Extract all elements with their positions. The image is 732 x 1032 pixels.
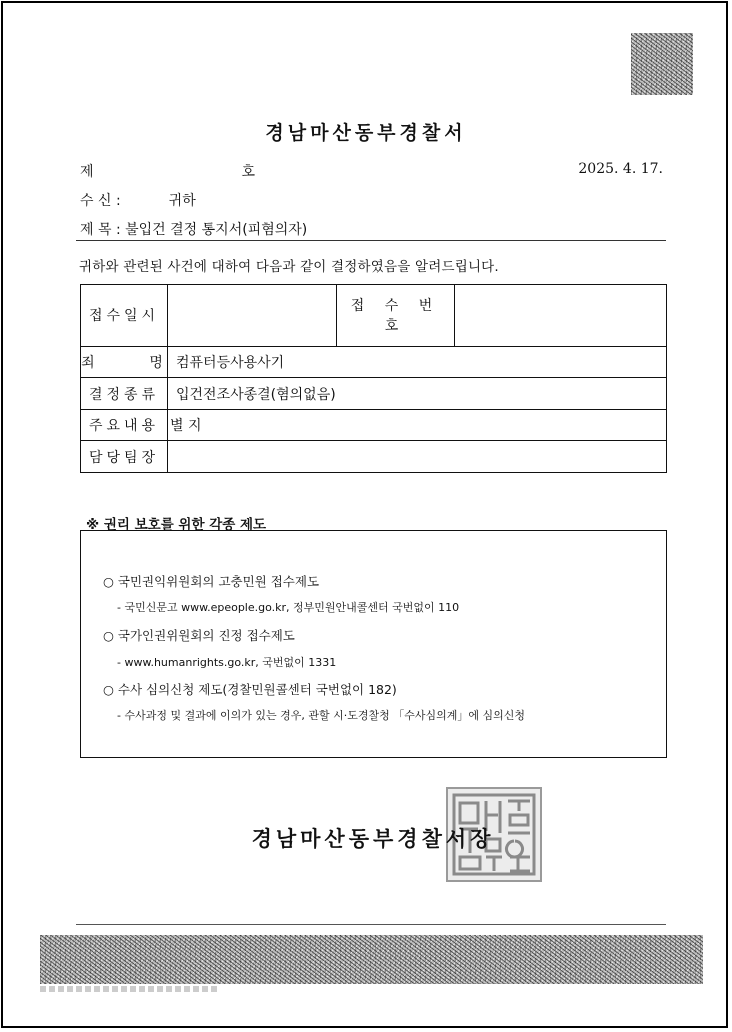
doc-date: 2025. 4. 17. — [578, 161, 663, 177]
org-title: 경남마산동부경찰서 — [265, 122, 467, 144]
team-leader-label: 담당팀장 — [81, 441, 168, 473]
signature-title: 경남마산동부경찰서장 — [251, 827, 495, 851]
doc-number-label-2: 호 — [241, 164, 256, 180]
main-content-value: 별 지 — [168, 409, 667, 441]
qr-code-icon — [631, 33, 693, 95]
subject-value: 불입건 결정 통지서(피혐의자) — [125, 222, 308, 238]
notice-table — [80, 284, 667, 473]
rights-item-sub: - 수사과정 및 결과에 이의가 있는 경우, 관할 시·도경찰청 「수사심의계」에 심의신청 — [117, 709, 525, 722]
footer-barcode-icon — [40, 935, 703, 984]
rights-item-main: ○ 국민권익위원회의 고충민원 접수제도 — [103, 574, 320, 589]
recipient-label: 수 신 : — [80, 193, 121, 209]
subject-label: 제 목 : — [80, 222, 121, 238]
receipt-number-value — [455, 285, 667, 347]
main-content-label: 주요내용 — [81, 409, 168, 441]
doc-number-row — [80, 161, 255, 181]
decision-type-value: 입건전조사종결(혐의없음) — [168, 378, 667, 410]
crime-value: 컴퓨터등사용사기 — [168, 346, 667, 378]
subject-row — [80, 219, 307, 239]
rights-item-main: ○ 국가인권위원회의 진정 접수제도 — [103, 628, 295, 643]
rights-title: ※ 권리 보호를 위한 각종 제도 — [86, 517, 267, 533]
recipient-value: 귀하 — [168, 193, 196, 209]
recipient-row — [80, 190, 196, 210]
receipt-date-value — [168, 285, 337, 347]
crime-label: 죄 명 — [81, 346, 168, 378]
intro-text: 귀하와 관련된 사건에 대하여 다음과 같이 결정하였음을 알려드립니다. — [79, 259, 499, 275]
doc-number-label-1: 제 — [80, 164, 94, 180]
rights-box — [80, 530, 667, 758]
footer-fade — [40, 986, 220, 992]
header-divider — [76, 240, 666, 241]
rights-item-sub: - 국민신문고 www.epeople.go.kr, 정부민원안내콜센터 국번없이 110 — [117, 601, 460, 614]
rights-item-sub: - www.humanrights.go.kr, 국번없이 1331 — [117, 656, 337, 669]
receipt-number-label: 접 수 번 호 — [337, 285, 455, 347]
receipt-date-label: 접수일시 — [81, 285, 168, 347]
decision-type-label: 결정종류 — [81, 378, 168, 410]
footer-divider — [76, 924, 666, 925]
rights-item-main: ○ 수사 심의신청 제도(경찰민원콜센터 국번없이 182) — [103, 682, 397, 697]
team-leader-value — [168, 441, 667, 473]
